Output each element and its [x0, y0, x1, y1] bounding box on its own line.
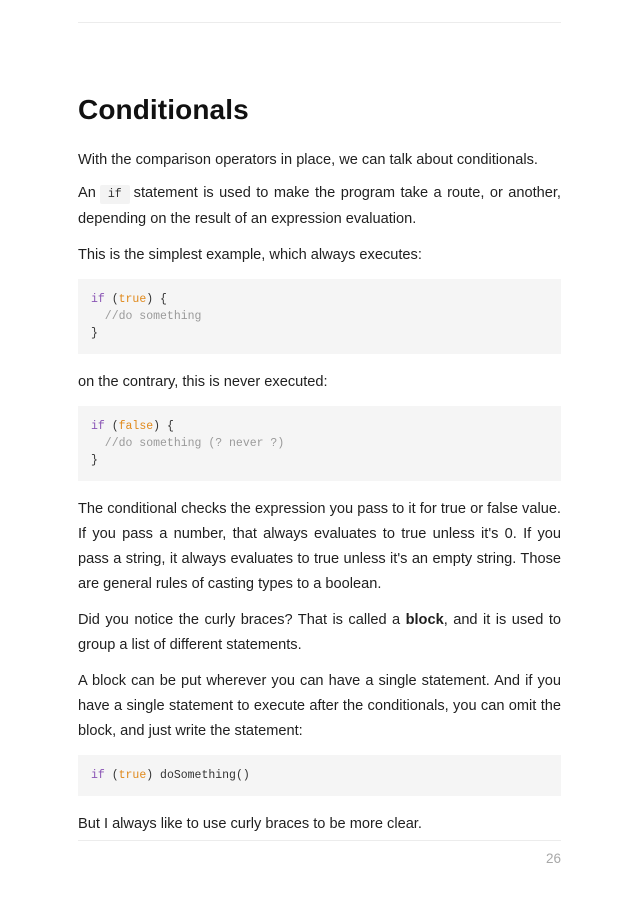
code-punct: ) doSomething() [146, 769, 250, 782]
top-rule [78, 22, 561, 23]
code-comment: //do something (? never ?) [91, 437, 285, 450]
code-literal: true [118, 769, 147, 782]
code-comment: //do something [91, 310, 202, 323]
paragraph-simplest-example: This is the simplest example, which always executes: [78, 247, 422, 263]
code-punct: ) { [153, 420, 174, 433]
bold-term-block: block [405, 612, 444, 628]
paragraph-single-statement: A block can be put wherever you can have a single statement. And if you have a single statement to execute after the conditionals, you can omit the block, and just write the statement: [78, 673, 561, 739]
code-punct: ( [104, 420, 119, 433]
code-literal: true [118, 293, 147, 306]
paragraph-text: statement is used to make the program take a route, or another, depending on the result of an expression evaluation. [78, 185, 561, 227]
code-punct: ( [104, 293, 119, 306]
code-punct: ) { [146, 293, 167, 306]
code-literal: false [118, 420, 154, 433]
code-keyword: if [91, 420, 105, 433]
code-punct: } [91, 327, 98, 340]
inline-code-if: if [100, 185, 130, 204]
paragraph-intro: With the comparison operators in place, we can talk about conditionals. [78, 152, 538, 168]
page-number: 26 [545, 851, 561, 866]
paragraph-closing: But I always like to use curly braces to be more clear. [78, 816, 422, 832]
paragraph-evaluation-rules: The conditional checks the expression you pass to it for true or false value. If you pass a number, that always evaluates to true unless it's 0. If you pass a string, it always evaluates to true unless it's an empty string. Those are general rules of casting types to a boolean. [78, 501, 561, 592]
paragraph-block [78, 608, 561, 658]
code-keyword: if [91, 293, 105, 306]
code-punct: ( [104, 769, 119, 782]
code-block-never [78, 406, 561, 481]
code-keyword: if [91, 769, 105, 782]
paragraph-never-executed: on the contrary, this is never executed: [78, 374, 328, 390]
section-heading: Conditionals [78, 94, 249, 125]
code-block-always [78, 279, 561, 354]
code-punct: } [91, 454, 98, 467]
paragraph-text: An [78, 185, 96, 201]
page-content [78, 92, 561, 848]
paragraph-text: Did you notice the curly braces? That is called a [78, 612, 401, 628]
code-block-single-statement [78, 755, 561, 796]
bottom-rule [78, 840, 561, 841]
paragraph-if-statement [78, 181, 561, 232]
paragraph-text: , and it is used to group a list of different statements. [78, 612, 561, 653]
